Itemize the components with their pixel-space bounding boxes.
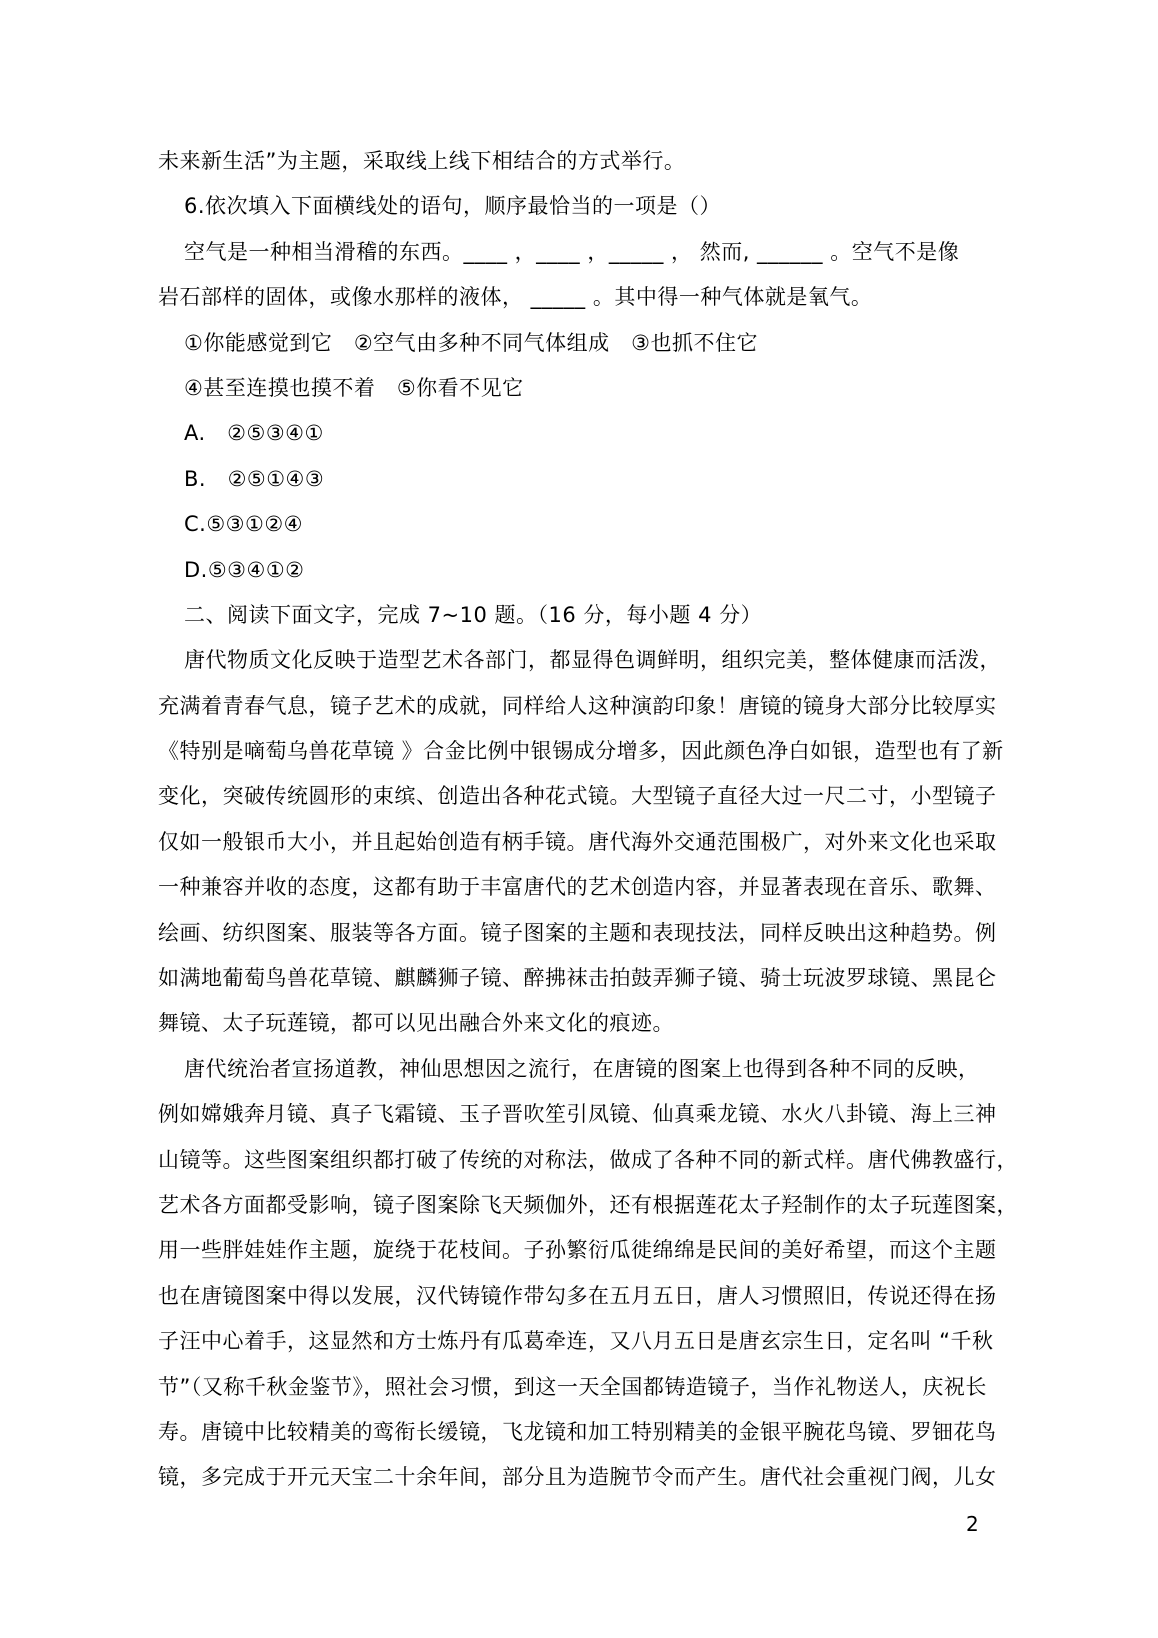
passage-paragraph-2-line: 也在唐镜图案中得以发展，汉代铸镜作带勾多在五月五日，唐人习惯照旧，传说还得在扬: [158, 1283, 997, 1308]
passage-paragraph-2-line: 山镜等。这些图案组织都打破了传统的对称法，做成了各种不同的新式样。唐代佛教盛行，: [158, 1147, 1018, 1172]
passage-paragraph-1-line: 仅如一般银币大小，并且起始创造有柄手镜。唐代海外交通范围极广，对外来文化也采取: [158, 829, 997, 854]
document-body: [158, 139, 1018, 1501]
text-line: 未来新生活”为主题，采取线上线下相结合的方式举行。: [158, 149, 686, 173]
passage-paragraph-2-line: 艺术各方面都受影响，镜子图案除飞天频伽外，还有根据莲花太子羟制作的太子玩莲图案，: [158, 1192, 1018, 1217]
question-6-items-line-2: ④甚至连摸也摸不着 ⑤你看不见它: [184, 375, 524, 400]
passage-paragraph-1-line: 舞镜、太子玩莲镜，都可以见出融合外来文化的痕迹。: [158, 1011, 674, 1036]
question-6-passage-line-1: 空气是一种相当滑稽的东西。____ ，____ ，_____ ， 然而, ______ 。空气不是像: [184, 239, 960, 264]
passage-paragraph-1-line: 唐代物质文化反映于造型艺术各部门，都显得色调鲜明，组织完美，整体健康而活泼，: [184, 648, 1001, 673]
passage-paragraph-2-line: 寿。唐镜中比较精美的鸾衔长缓镜，飞龙镜和加工特别精美的金银平腕花鸟镜、罗钿花鸟: [158, 1419, 997, 1444]
page-number: 2: [966, 1512, 979, 1536]
passage-paragraph-1-line: 充满着青春气息，镜子艺术的成就，同样给人这种演韵印象！唐镜的镜身大部分比较厚实: [158, 693, 997, 718]
passage-paragraph-1-line: 如满地葡萄鸟兽花草镜、麒麟狮子镜、醉拂袜击拍鼓弄狮子镜、骑士玩波罗球镜、黑昆仑: [158, 966, 997, 991]
passage-paragraph-2-line: 唐代统治者宣扬道教，神仙思想因之流行，在唐镜的图案上也得到各种不同的反映，: [184, 1056, 980, 1081]
question-6-stem: 6.依次填入下面横线处的语句，顺序最恰当的一项是（）: [184, 194, 722, 219]
passage-paragraph-1-line: 《特别是嘀萄乌兽花草镜 》合金比例中银锡成分增多，因此颜色净白如银，造型也有了新: [158, 739, 1004, 764]
passage-paragraph-2-line: 节”（又称千秋金鉴节》，照社会习惯，到这一天全国都铸造镜子，当作礼物送人，庆祝长: [158, 1374, 987, 1399]
question-6-items-line-1: ①你能感觉到它 ②空气由多种不同气体组成 ③也抓不住它: [184, 330, 758, 355]
passage-paragraph-1-line: 绘画、纺织图案、服装等各方面。镜子图案的主题和表现技法，同样反映出这种趋势。例: [158, 920, 997, 945]
option-b: B. ②⑤①④③: [184, 466, 325, 491]
passage-paragraph-2-line: 例如嫦娥奔月镜、真子飞霜镜、玉子晋吹笙引凤镜、仙真乘龙镜、水火八卦镜、海上三神: [158, 1102, 997, 1127]
passage-paragraph-2-line: 子汪中心着手，这显然和方士炼丹有瓜葛牵连，又八月五日是唐玄宗生日，定名叫 “千秋: [158, 1329, 994, 1354]
section-2-heading: 二、阅读下面文字，完成 7~10 题。（16 分，每小题 4 分）: [184, 602, 763, 627]
option-a: A. ②⑤③④①: [184, 421, 324, 446]
passage-paragraph-2-line: 镜，多完成于开元天宝二十余年间，部分且为造腕节令而产生。唐代社会重视门阀，儿女: [158, 1465, 997, 1490]
question-6-passage-line-2: 岩石部样的固体，或像水那样的液体， _____ 。其中得一种气体就是氧气。: [158, 285, 873, 310]
option-d: D.⑤③④①②: [184, 557, 305, 582]
passage-paragraph-1-line: 一种兼容并收的态度，这都有助于丰富唐代的艺术创造内容，并显著表现在音乐、歌舞、: [158, 875, 997, 900]
option-c: C.⑤③①②④: [184, 512, 303, 537]
passage-paragraph-1-line: 变化，突破传统圆形的束缤、创造出各种花式镜。大型镜子直径大过一尺二寸，小型镜子: [158, 784, 997, 809]
passage-paragraph-2-line: 用一些胖娃娃作主题，旋绕于花枝间。子孙繁衍瓜徙绵绵是民间的美好希望，而这个主题: [158, 1238, 997, 1263]
